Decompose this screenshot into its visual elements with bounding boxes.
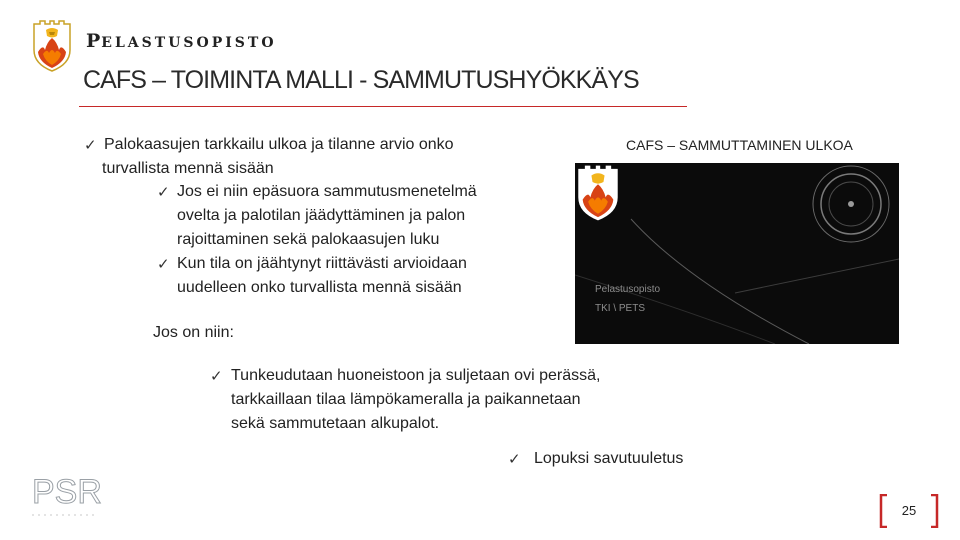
video-sub-label: TKI \ PETS	[595, 303, 646, 314]
bullet-text: Jos ei niin epäsuora sammutusmenetelmä	[177, 183, 477, 200]
psr-logo	[30, 471, 102, 521]
bullet-text: turvallista mennä sisään	[102, 160, 274, 177]
psr-logo-text: PSR	[32, 473, 102, 511]
checkmark-icon: ✓	[157, 183, 170, 201]
bullet-text: ovelta ja palotilan jäädyttäminen ja palon	[177, 207, 466, 224]
video-org-label: Pelastusopisto	[595, 284, 661, 295]
brand-name	[86, 30, 277, 52]
bullet-text: Lopuksi savutuuletus	[534, 450, 684, 467]
checkmark-icon: ✓	[84, 136, 97, 154]
slide-title: CAFS – TOIMINTA MALLI - SAMMUTUSHYÖKKÄYS	[83, 66, 639, 94]
page-number: 25	[901, 503, 917, 518]
title-divider	[79, 106, 687, 107]
video-frame-graphic	[575, 163, 899, 344]
bullet-text: Kun tila on jäähtynyt riittävästi arvioidaan	[177, 255, 467, 272]
video-caption: CAFS – SAMMUTTAMINEN ULKOA	[626, 137, 853, 153]
bullet-item	[84, 133, 534, 181]
condition-label: Jos on niin:	[153, 324, 234, 341]
sub-bullet-item	[157, 180, 537, 252]
bullet-text: Tunkeudutaan huoneistoon ja suljetaan ovi perässä,	[231, 367, 601, 384]
bullet-text: Palokaasujen tarkkailu ulkoa ja tilanne arvio onko	[104, 136, 454, 153]
pelastusopisto-crest-icon	[31, 20, 73, 72]
brand-rest: ELASTUSOPISTO	[101, 35, 277, 51]
brand-initial: P	[86, 30, 102, 52]
page-number-badge	[878, 494, 940, 528]
bullet-text: rajoittaminen sekä palokaasujen luku	[177, 231, 440, 248]
video-crest-icon	[575, 163, 621, 223]
checkmark-icon: ✓	[508, 450, 521, 468]
bullet-text: tarkkaillaan tilaa lämpökameralla ja paikannetaan	[231, 391, 581, 408]
bullet-item	[210, 364, 680, 436]
video-player[interactable]	[575, 163, 899, 344]
checkmark-icon: ✓	[157, 255, 170, 273]
checkmark-icon: ✓	[210, 367, 223, 385]
bullet-item	[508, 447, 748, 471]
bullet-text: uudelleen onko turvallista mennä sisään	[177, 279, 462, 296]
bullet-text: sekä sammutetaan alkupalot.	[231, 415, 440, 432]
sub-bullet-item	[157, 252, 537, 300]
